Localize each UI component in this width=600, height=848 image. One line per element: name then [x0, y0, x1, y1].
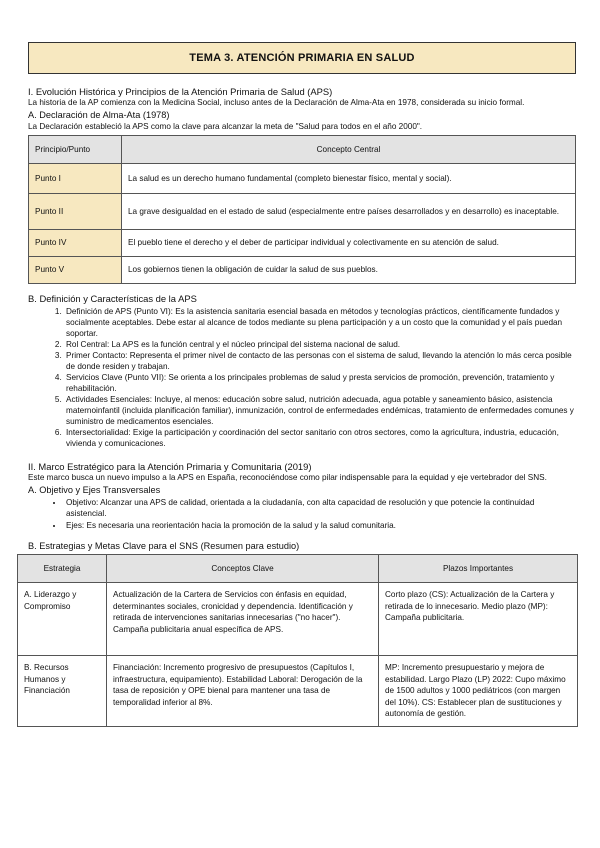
table-cell-concept: La salud es un derecho humano fundamental (completo bienestar físico, mental y social). — [122, 164, 576, 194]
table-row — [29, 194, 576, 230]
table-cell-concepts: Actualización de la Cartera de Servicios con énfasis en equidad, determinantes sociales, cronicidad y dependencia. Identificación y retirada de intervenciones sanitarias innecesarias ("no hacer"). Campaña publicitaria anual específica de APS. — [107, 583, 379, 656]
table-cell-concept: La grave desigualdad en el estado de salud (especialmente entre países desarrollados y en desarrollo) es inaceptable. — [122, 194, 576, 230]
list-item: 1. Definición de APS (Punto VI): Es la asistencia sanitaria esencial basada en métodos y tecnologías prácticos, científicamente fundados y socialmente aceptables. Debe estar al alcance de todos mediante su plena participación y a un costo que la comunidad y el país puedan soportar. — [64, 306, 576, 339]
section-1-intro: La historia de la AP comienza con la Medicina Social, incluso antes de la Declaración de Alma-Ata en 1978, considerada su inicio formal. — [28, 98, 525, 107]
section-2b-heading: B. Estrategias y Metas Clave para el SNS (Resumen para estudio) — [28, 541, 300, 551]
table-header-row — [29, 136, 576, 164]
table-header-cell: Conceptos Clave — [107, 555, 379, 583]
document-title: TEMA 3. ATENCIÓN PRIMARIA EN SALUD — [28, 42, 576, 74]
table-header-cell: Principio/Punto — [29, 136, 122, 164]
table-cell-principle: Punto V — [29, 257, 122, 284]
section-2-heading: II. Marco Estratégico para la Atención Primaria y Comunitaria (2019) — [28, 461, 312, 472]
table-row — [18, 583, 578, 656]
table-row — [29, 257, 576, 284]
table-cell-principle: Punto I — [29, 164, 122, 194]
objectives-list — [28, 497, 576, 531]
list-item: 3. Primer Contacto: Representa el primer nivel de contacto de las personas con el sistema de salud, llevando la atención lo más cerca posible de donde residen y trabajan. — [64, 350, 576, 372]
section-2a-heading: A. Objetivo y Ejes Transversales — [28, 485, 161, 495]
table-cell-strategy: A. Liderazgo y Compromiso — [18, 583, 107, 656]
table-header-cell: Concepto Central — [122, 136, 576, 164]
list-item: • Ejes: Es necesaria una reorientación hacia la promoción de la salud y la salud comunitaria. — [64, 520, 576, 531]
table-cell-principle: Punto IV — [29, 230, 122, 257]
alma-ata-table — [28, 135, 576, 284]
section-2-intro: Este marco busca un nuevo impulso a la APS en España, reconociéndose como pilar indispensable para la equidad y eje vertebrador del SNS. — [28, 473, 547, 482]
table-cell-deadlines: MP: Incremento presupuestario y mejora de estabilidad. Largo Plazo (LP) 2022: Cupo máximo de 1500 adultos y 1000 pediátricos (con margen del 10%). CS: Establecer plan de sustituciones y autonomía de gestión. — [379, 656, 578, 727]
section-1b-heading: B. Definición y Características de la APS — [28, 293, 197, 304]
list-item: • Objetivo: Alcanzar una APS de calidad, orientada a la ciudadanía, con alta capacidad de resolución y que potencie la continuidad asistencial. — [64, 497, 576, 519]
table-row — [29, 164, 576, 194]
section-1a-intro: La Declaración estableció la APS como la clave para alcanzar la meta de "Salud para todos en el año 2000". — [28, 122, 423, 131]
document-page — [24, 42, 576, 727]
list-item: 6. Intersectorialidad: Exige la participación y coordinación del sector sanitario con otros sectores, como la agricultura, industria, educación, vivienda y comunicaciones. — [64, 427, 576, 449]
table-row — [29, 230, 576, 257]
table-header-cell: Estrategia — [18, 555, 107, 583]
table-header-row — [18, 555, 578, 583]
table-cell-strategy: B. Recursos Humanos y Financiación — [18, 656, 107, 727]
section-1-heading: I. Evolución Histórica y Principios de la Atención Primaria de Salud (APS) — [28, 86, 333, 97]
table-row — [18, 656, 578, 727]
aps-definition-list — [28, 306, 576, 449]
list-item: 4. Servicios Clave (Punto VII): Se orienta a los principales problemas de salud y presta servicios de promoción, prevención, tratamiento y rehabilitación. — [64, 372, 576, 394]
table-cell-deadlines: Corto plazo (CS): Actualización de la Cartera y retirada de lo innecesario. Medio plazo (MP): Campaña publicitaria. — [379, 583, 578, 656]
table-cell-concept: El pueblo tiene el derecho y el deber de participar individual y colectivamente en su atención de salud. — [122, 230, 576, 257]
table-cell-principle: Punto II — [29, 194, 122, 230]
table-header-cell: Plazos Importantes — [379, 555, 578, 583]
list-item: 5. Actividades Esenciales: Incluye, al menos: educación sobre salud, nutrición adecuada, agua potable y saneamiento básico, asistencia maternoinfantil (incluida planificación familiar), inmunización, control de enfermedades endémicas, tratamiento de enfermedades comunes y suministro de medicamentos esenciales. — [64, 394, 576, 427]
list-item: 2. Rol Central: La APS es la función central y el núcleo principal del sistema nacional de salud. — [64, 339, 576, 350]
table-cell-concepts: Financiación: Incremento progresivo de presupuestos (Capítulos I, infraestructura, equipamiento). Estabilidad Laboral: Derogación de la tasa de reposición y OPE bienal para mantener una tasa de temporalidad inferior al 8%. — [107, 656, 379, 727]
strategies-table — [17, 554, 578, 727]
section-1a-heading: A. Declaración de Alma-Ata (1978) — [28, 110, 170, 120]
table-cell-concept: Los gobiernos tienen la obligación de cuidar la salud de sus pueblos. — [122, 257, 576, 284]
